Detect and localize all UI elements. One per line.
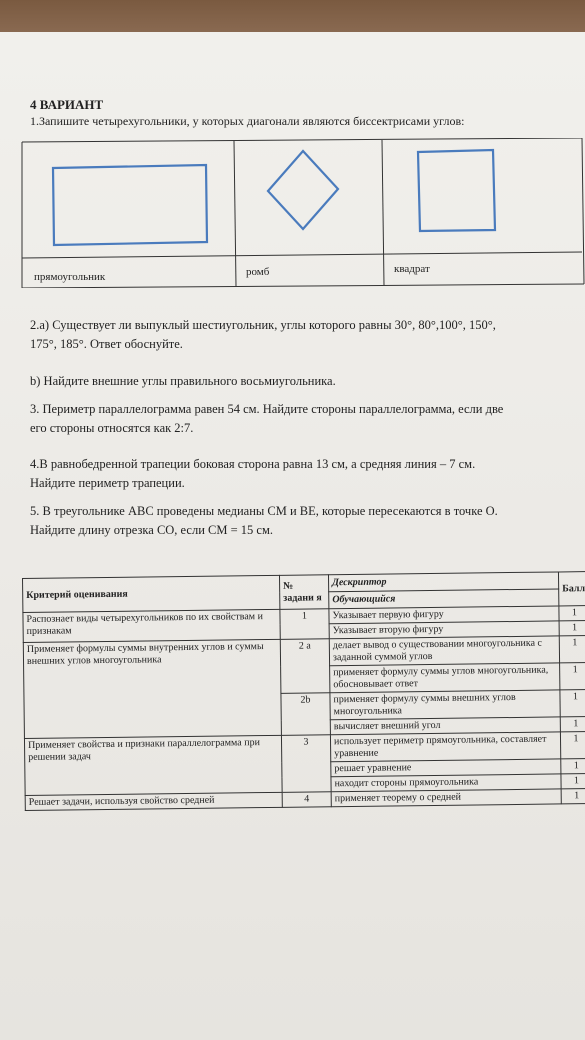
points: 1 — [561, 774, 585, 789]
question-2b: b) Найдите внешние углы правильного восьмиугольника. — [30, 374, 336, 388]
header-criterion: Критерий оценивания — [23, 575, 280, 612]
descriptor: решает уравнение — [331, 759, 561, 777]
points: 1 — [560, 690, 585, 717]
criteria-table — [22, 571, 585, 811]
points: 1 — [559, 621, 585, 636]
question-2a-line-1: 2.а) Существует ли выпуклый шестиугольник, углы которого равны 30°, 80°,100°, 150°, — [30, 318, 496, 332]
variant-title: 4 ВАРИАНТ — [30, 97, 104, 112]
shape-label-rhombus: ромб — [246, 266, 270, 278]
descriptor: вычисляет внешний угол — [330, 717, 560, 735]
shapes-table — [20, 138, 585, 288]
points: 1 — [559, 636, 585, 663]
question-4-line-2: Найдите периметр трапеции. — [30, 476, 185, 490]
question-2a-line-2: 175°, 185°. Ответ обоснуйте. — [30, 337, 183, 351]
square-shape — [418, 150, 495, 231]
header-task-number: № задани я — [279, 575, 328, 610]
question-5-line-1: 5. В треугольнике АВС проведены медианы СМ и ВЕ, которые пересекаются в точке О. — [30, 504, 498, 518]
descriptor: делает вывод о существовании многоугольника с заданной суммой углов — [329, 636, 559, 666]
question-3 — [30, 400, 575, 438]
points: 1 — [561, 789, 585, 804]
descriptor: находит стороны прямоугольника — [331, 774, 561, 792]
question-5-line-2: Найдите длину отрезка СО, если СМ = 15 см. — [30, 523, 273, 537]
header-student: Обучающийся — [329, 589, 559, 609]
header-points: Балл — [558, 572, 585, 606]
descriptor: применяет формулу суммы внешних углов многоугольника — [330, 690, 560, 720]
task-number: 2 а — [280, 639, 330, 694]
task-number: 4 — [282, 792, 331, 808]
points: 1 — [560, 717, 585, 732]
task-number: 3 — [281, 735, 331, 793]
descriptor: использует периметр прямоугольника, составляет уравнение — [330, 732, 560, 762]
question-4 — [30, 455, 575, 493]
header-descriptor: Дескриптор — [328, 572, 558, 592]
points: 1 — [561, 759, 585, 774]
points: 1 — [560, 732, 585, 759]
criterion-3: Применяет свойства и признаки параллелограмма при решении задач — [24, 735, 282, 795]
descriptor: применяет формулу суммы углов многоугольника, обосновывает ответ — [330, 663, 560, 693]
question-5 — [30, 502, 575, 540]
points: 1 — [559, 606, 585, 621]
question-4-line-1: 4.В равнобедренной трапеции боковая сторона равна 13 см, а средняя линия – 7 см. — [30, 457, 476, 471]
shape-label-square: квадрат — [394, 263, 430, 275]
criterion-4: Решает задачи, используя свойство средней — [25, 792, 282, 810]
question-2a — [30, 316, 575, 354]
criterion-2: Применяет формулы суммы внутренних углов и суммы внешних углов многоугольника — [23, 639, 281, 738]
descriptor: применяет теорему о средней — [331, 789, 561, 807]
question-3-line-1: 3. Периметр параллелограмма равен 54 см. Найдите стороны параллелограмма, если две — [30, 402, 504, 416]
rectangle-shape — [53, 165, 207, 245]
rhombus-shape — [268, 151, 338, 229]
shape-label-rectangle: прямоугольник — [34, 271, 106, 283]
question-3-line-2: его стороны относятся как 2:7. — [30, 421, 194, 435]
points: 1 — [560, 663, 585, 690]
task-number: 1 — [280, 609, 329, 640]
descriptor: Указывает первую фигуру — [329, 606, 559, 624]
descriptor: Указывает вторую фигуру — [329, 621, 559, 639]
question-1: 1.Запишите четырехугольники, у которых диагонали являются биссектрисами углов: — [30, 114, 465, 128]
task-number: 2b — [281, 693, 331, 736]
criterion-1: Распознает виды четырехугольников по их свойствам и признакам — [23, 609, 280, 642]
